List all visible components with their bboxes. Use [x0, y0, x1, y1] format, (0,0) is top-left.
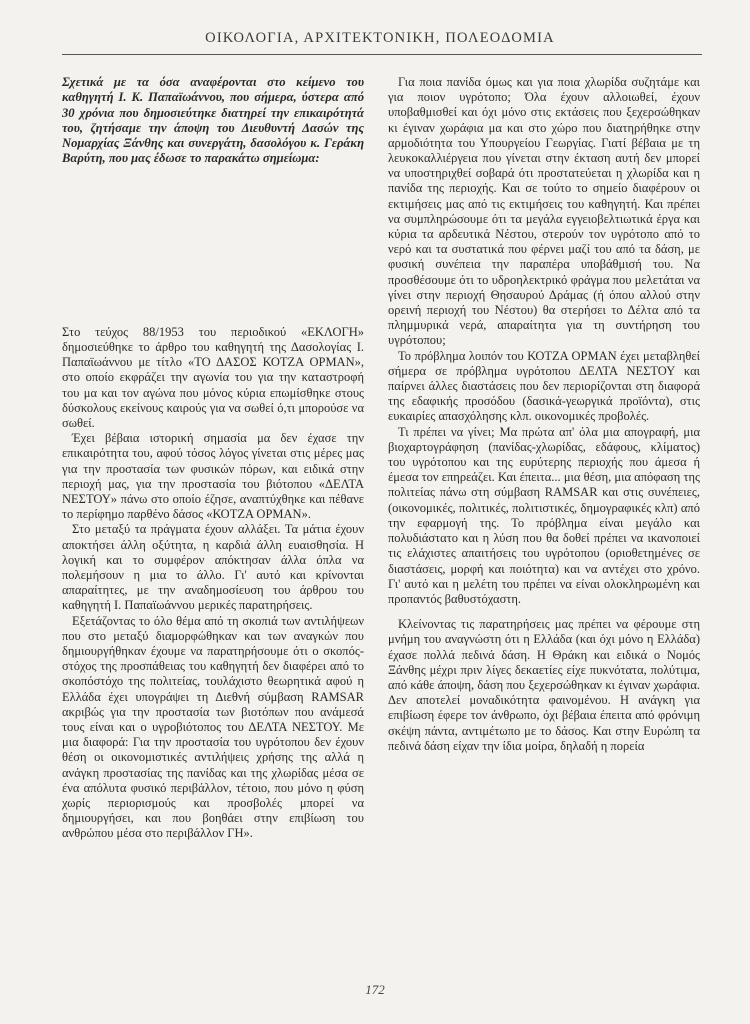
right-paragraph-3: Τι πρέπει να γίνει; Μα πρώτα απ' όλα μια απογραφή, μια βιοχαρτογράφηση (πανίδας-χλωρίδας, εδάφους, κλίματος) του υγρότοπου και της ευρύτερης περιοχής που άμεσα ή έμεσα τον επηρεάζει. Και έπειτα... μια θέση, μια απόφαση της πολιτείας πάνω στη σύμβαση RAMSAR και στις συνέπειες, (οικονομικές, πολιτικές, πολιτιστικές, δημογραφικές κλπ) από την εφαρμογή της. Το πρόβλημα είναι μεγάλο και πολυδιάστατο και η λύση που θα δοθεί πρέπει να ικανοποιεί τις ελάχιστες απαιτήσεις του υγρότοπου (οριοθετημένες σε διαστάσεις, μορφή και ποιότητα) και να αντέχει στο χρόνο. Γι' αυτό και η μελέτη του πρέπει να είναι ολοκληρωμένη και προπαντός βαθυστόχαστη. — [388, 424, 700, 606]
header-divider — [62, 54, 702, 55]
left-paragraph-4: Εξετάζοντας το όλο θέμα από τη σκοπιά των αντιλήψεων που στο μεταξύ διαμορφώθηκαν και των αναγκών που δημιουργήθηκαν έχουμε να παρατηρήσουμε ότι ο σκοπός-στόχος της προσπάθειας του καθηγητή δεν διαφέρει από το σκοπόστόχο της πολιτείας, τουλάχιστο θεωρητικά αφού η Ελλάδα έχει υπογράψει τη Διεθνή σύμβαση RAMSAR ακριβώς για την προστασία των βιοτόπων που ανάμεσά τους είναι και ο υγροβιότοπος του ΔΕΛΤΑ ΝΕΣΤΟΥ. Με μια διαφορά: Για την προστασία του υγρότοπου δεν έχουν θέση οι οικονομιστικές αντιλήψεις χρήσης της αλλά η ανάγκη προστασίας της πανίδας και της χλωρίδας μέσα σε ένα απόλυτα φυσικό περιβάλλον, τέτοιο, που μόνο η φύση χωρίς περιορισμούς και προσβολές μπορεί να δημιουργήσει, και που βοηθάει στην επιβίωση του ανθρώπου μέσα στο περιβάλλον ΓΗ». — [62, 613, 364, 841]
right-paragraph-4: Κλείνοντας τις παρατηρήσεις μας πρέπει να φέρουμε στη μνήμη του αναγνώστη ότι η Ελλάδα (και όχι μόνο η Ελλάδα) έχασε πολλά πεδινά δάση. Η Θράκη και ειδικά ο Νομός Ξάνθης μέχρι πριν λίγες δεκαετίες είχε πυκνότατα, πολύτιμα, από κάθε άποψη, δάση που ξεχερσώθηκαν κι έγιναν χωράφια. Δεν αποτελεί μοναδικότητα φαινομένου. Η ανάγκη για επιβίωση έφερε τον άνθρωπο, όχι βέβαια έπειτα από φρόνιμη σκέψη πάντα, αντιμέτωπο με το δάσος. Και στην Ευρώπη τα πεδινά δάση είχαν την ίδια μοίρα, δηλαδή η πορεία — [388, 617, 700, 753]
right-column — [388, 75, 700, 754]
left-paragraph-1: Στο τεύχος 88/1953 του περιοδικού «ΕΚΛΟΓΗ» δημοσιεύθηκε το άρθρο του καθηγητή της Δασολογίας Ι. Παπαϊωάννου με τίτλο «ΤΟ ΔΑΣΟΣ ΚΟΤΖΑ ΟΡΜΑΝ», στο οποίο εκφράζει την αγωνία του για την καταστροφή του μα και τον αγώνα που μόνος κύρια επωμίσθηκε στους δύσκολους εκείνους καιρούς για να σωθεί ό,τι μπορούσε να σωθεί. — [62, 324, 364, 430]
page-number: 172 — [365, 982, 385, 997]
right-paragraph-1: Για ποια πανίδα όμως και για ποια χλωρίδα συζητάμε και για ποιον υγρότοπο; Όλα έχουν αλλοιωθεί, έχουν υποβαθμισθεί και όχι μόνο στις εκτάσεις που ξεχερσώθηκαν κι έγιναν χωράφια μα και στο χώρο που διατηρήθηκε στην αρμοδιότητα του Υπουργείου Γεωργίας. Γιατί βέβαια με τη λευκοκαλλιέργεια που γίνεται στην έκταση αυτή δεν μπορεί να υποστηριχθεί σοβαρά ότι προστατεύεται η χλωρίδα και η πανίδα της περιοχής. Και σε τούτο το σημείο διαφέρουν οι εκτιμήσεις μας από τις εκτιμήσεις του καθηγητή. Και πρέπει να συμπληρώσουμε ότι τα μεγάλα εγγειοβελτιωτικά έργα και κύρια τα αρδευτικά Νέστου, στερούν τον υγρότοπο από το νερό και τα συστατικά που φέρνει μαζί του από τα δάση, με φυσική συνέπεια την παραπέρα υποβάθμισή του. Να προσθέσουμε ότι το υδροηλεκτρικό φράγμα που μελετάται να γίνει στην περιοχή Θησαυρού Δράμας (ή όπου αλλού στην ορεινή περιοχή του Νέστου) θα στερήσει το Δέλτα από τα πλημμυρικά νερά, απαραίτητα για τη συντήρηση του υγρότοπου; — [388, 75, 700, 348]
left-column — [62, 75, 364, 842]
editorial-intro: Σχετικά με τα όσα αναφέρονται στο κείμενο του καθηγητή Ι. Κ. Παπαϊωάννου, που σήμερα, ύστερα από 30 χρόνια που δημοσιεύτηκε διατηρεί την επικαιρότητά του, ζητήσαμε την άποψη του Διευθυντή Δασών της Νομαρχίας Ξάνθης και συνεργάτη, δασολόγου κ. Γεράκη Βαρύτη, που μας έδωσε το παρακάτω σημείωμα: — [62, 75, 364, 166]
left-paragraph-3: Στο μεταξύ τα πράγματα έχουν αλλάξει. Τα μάτια έχουν αποκτήσει άλλη οξύτητα, η καρδιά άλλη ευαισθησία. Η λογική και το συμφέρον απόκτησαν άλλα όπλα να πολεμήσουν η μια το άλλο. Γι' αυτό και κρίνονται απαραίτητες, με την αναδημοσίευση του άρθρου του καθηγητή Ι. Παπαϊωάννου μερικές παρατηρήσεις. — [62, 522, 364, 613]
left-paragraph-2: Έχει βέβαια ιστορική σημασία μα δεν έχασε την επικαιρότητα του, αφού τόσος λόγος γίνεται στις μέρες μας για την προστασία των φυσικών πόρων, και ειδικά στην περιοχή μας, για την προστασία του βιότοπου «ΔΕΛΤΑ ΝΕΣΤΟΥ» πάνω στο οποίο έζησε, αναπτύχθηκε και πέθανε το περίφημο παρθένο δάσος «ΚΟΤΖΑ ΟΡΜΑΝ». — [62, 431, 364, 522]
running-title: ΟΙΚΟΛΟΓΙΑ, ΑΡΧΙΤΕΚΤΟΝΙΚΗ, ΠΟΛΕΟΔΟΜΙΑ — [205, 30, 555, 46]
column-gap — [62, 167, 364, 325]
right-paragraph-2: Το πρόβλημα λοιπόν του ΚΟΤΖΑ ΟΡΜΑΝ έχει μεταβληθεί σήμερα σε πρόβλημα υγρότοπου ΔΕΛΤΑ ΝΕΣΤΟΥ και παίρνει άλλες διαστάσεις που δεν περιορίζονται στη διαφορά της εδαφικής προσόδου (δασικά-γεωργικά προϊόντα), στις ευκαιρίες απασχόλησης κλπ. οικονομικές προβολές. — [388, 348, 700, 424]
